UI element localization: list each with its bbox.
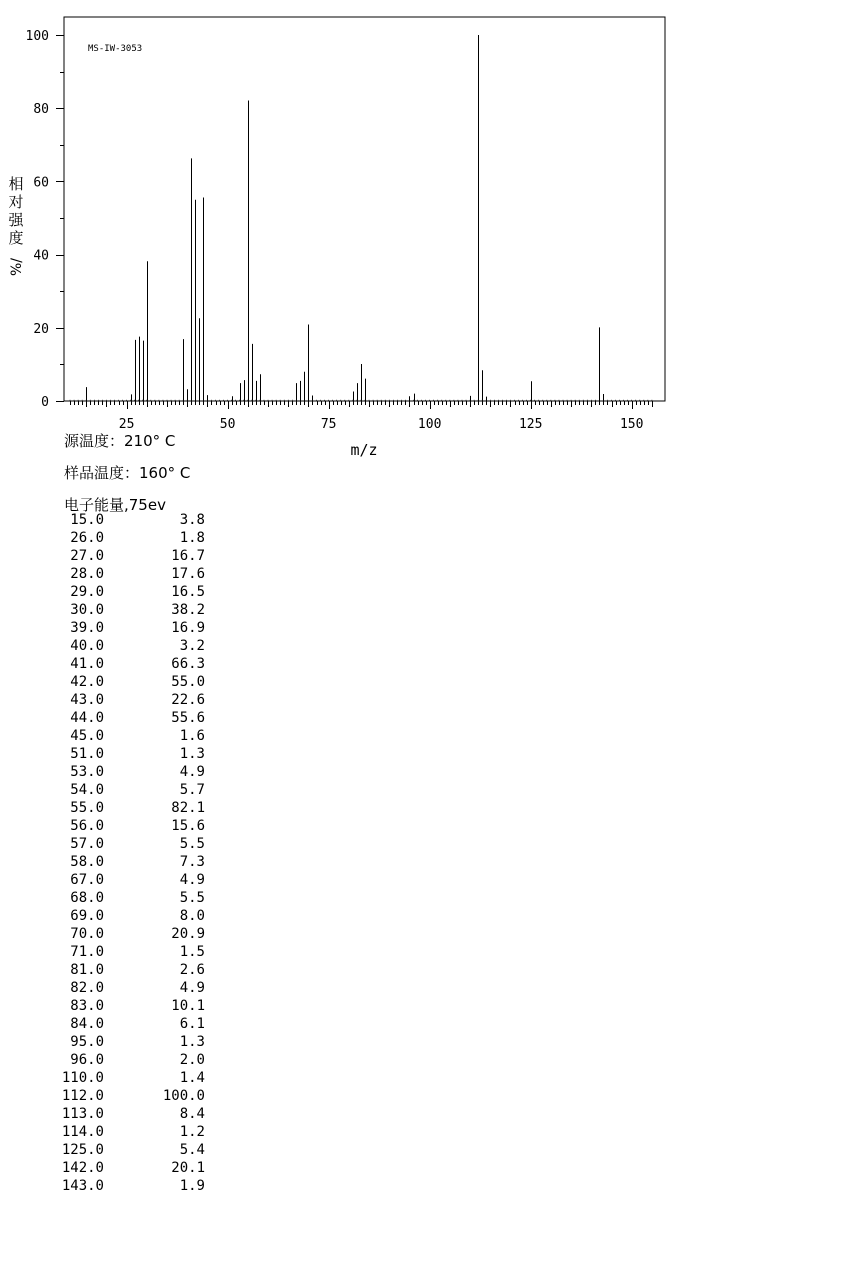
intensity-value: 7.3 [179, 854, 205, 870]
intensity-value: 1.2 [179, 1124, 205, 1140]
intensity-value: 66.3 [171, 656, 205, 672]
intensity-value: 1.4 [179, 1070, 205, 1086]
intensity-value: 20.1 [171, 1160, 205, 1176]
mz-value: 55.0 [70, 800, 104, 816]
mz-value: 83.0 [70, 998, 104, 1014]
mz-value: 142.0 [61, 1160, 104, 1176]
table-row [40, 745, 240, 763]
mz-value: 57.0 [70, 836, 104, 852]
source-temperature: 源温度：210° C [64, 432, 176, 450]
intensity-value: 4.9 [179, 872, 205, 888]
table-row [40, 907, 240, 925]
mz-value: 81.0 [70, 962, 104, 978]
intensity-value: 22.6 [171, 692, 205, 708]
x-axis [71, 401, 653, 432]
mz-value: 58.0 [70, 854, 104, 870]
table-row [40, 619, 240, 637]
intensity-value: 4.9 [179, 980, 205, 996]
intensity-value: 5.4 [179, 1142, 205, 1158]
table-row [40, 799, 240, 817]
mz-value: 28.0 [70, 566, 104, 582]
intensity-value: 82.1 [171, 800, 205, 816]
table-row [40, 547, 240, 565]
table-row [40, 925, 240, 943]
table-row [40, 727, 240, 745]
intensity-value: 55.6 [171, 710, 205, 726]
table-row [40, 817, 240, 835]
intensity-value: 5.5 [179, 890, 205, 906]
intensity-value: 1.6 [179, 728, 205, 744]
mz-value: 95.0 [70, 1034, 104, 1050]
table-row [40, 637, 240, 655]
mz-value: 82.0 [70, 980, 104, 996]
mz-value: 41.0 [70, 656, 104, 672]
mz-value: 45.0 [70, 728, 104, 744]
y-tick-label: 80 [33, 102, 49, 118]
intensity-value: 1.8 [179, 530, 205, 546]
table-row [40, 781, 240, 799]
intensity-value: 20.9 [171, 926, 205, 942]
mz-value: 69.0 [70, 908, 104, 924]
intensity-value: 16.7 [171, 548, 205, 564]
sample-temperature: 样品温度：160° C [64, 464, 191, 482]
mz-value: 29.0 [70, 584, 104, 600]
table-row [40, 691, 240, 709]
mz-value: 30.0 [70, 602, 104, 618]
mz-value: 26.0 [70, 530, 104, 546]
mz-value: 96.0 [70, 1052, 104, 1068]
mz-value: 143.0 [61, 1178, 104, 1194]
table-row [40, 1159, 240, 1177]
intensity-value: 16.9 [171, 620, 205, 636]
table-row [40, 853, 240, 871]
table-row [40, 1069, 240, 1087]
table-row [40, 1123, 240, 1141]
table-row [40, 871, 240, 889]
intensity-value: 10.1 [171, 998, 205, 1014]
table-row [40, 1177, 240, 1195]
x-tick-label: 125 [518, 417, 543, 432]
intensity-value: 1.5 [179, 944, 205, 960]
mz-value: 114.0 [61, 1124, 104, 1140]
mz-value: 53.0 [70, 764, 104, 780]
y-tick-label: 0 [41, 395, 49, 410]
mz-value: 125.0 [61, 1142, 104, 1158]
y-label-unit: %/ [9, 257, 25, 277]
table-row [40, 1015, 240, 1033]
intensity-value: 5.7 [179, 782, 205, 798]
intensity-value: 1.9 [179, 1178, 205, 1194]
x-tick-label: 150 [619, 417, 644, 432]
table-row [40, 709, 240, 727]
intensity-value: 4.9 [179, 764, 205, 780]
table-row [40, 655, 240, 673]
spectrum-id: MS-IW-3053 [88, 44, 143, 54]
table-row [40, 511, 240, 529]
mz-value: 84.0 [70, 1016, 104, 1032]
mz-value: 67.0 [70, 872, 104, 888]
intensity-value: 2.6 [179, 962, 205, 978]
table-row [40, 943, 240, 961]
y-axis [26, 29, 64, 410]
table-row [40, 673, 240, 691]
mz-value: 43.0 [70, 692, 104, 708]
table-row [40, 565, 240, 583]
y-tick-label: 60 [33, 175, 49, 191]
intensity-value: 15.6 [171, 818, 205, 834]
y-tick-label: 20 [33, 321, 49, 337]
intensity-value: 1.3 [179, 1034, 205, 1050]
table-row [40, 997, 240, 1015]
mz-value: 42.0 [70, 674, 104, 690]
intensity-value: 3.2 [179, 638, 205, 654]
mz-value: 44.0 [70, 710, 104, 726]
spectrum-bars [87, 35, 604, 401]
mz-value: 27.0 [70, 548, 104, 564]
table-row [40, 763, 240, 781]
mz-value: 40.0 [70, 638, 104, 654]
electron-energy: 电子能量,75ev [64, 496, 166, 514]
intensity-value: 17.6 [171, 566, 205, 582]
y-tick-label: 40 [33, 248, 49, 264]
table-row [40, 1033, 240, 1051]
table-row [40, 889, 240, 907]
table-row [40, 1051, 240, 1069]
mz-value: 56.0 [70, 818, 104, 834]
intensity-value: 6.1 [179, 1016, 205, 1032]
intensity-value: 8.0 [179, 908, 205, 924]
table-row [40, 601, 240, 619]
mz-value: 54.0 [70, 782, 104, 798]
intensity-value: 3.8 [179, 512, 205, 528]
table-row [40, 583, 240, 601]
y-label-char: 度 [8, 229, 24, 247]
mz-value: 39.0 [70, 620, 104, 636]
x-tick-label: 50 [219, 417, 236, 432]
intensity-value: 38.2 [171, 602, 205, 618]
table-row [40, 835, 240, 853]
intensity-value: 5.5 [179, 836, 205, 852]
mz-value: 113.0 [61, 1106, 104, 1122]
y-label-char: 相 [8, 175, 24, 193]
table-row [40, 1087, 240, 1105]
y-axis-label [8, 175, 25, 276]
table-row [40, 1105, 240, 1123]
intensity-value: 100.0 [162, 1088, 205, 1104]
intensity-value: 16.5 [171, 584, 205, 600]
x-axis-label: m/z [350, 441, 378, 459]
mass-spectrum-chart [0, 0, 850, 470]
table-row [40, 529, 240, 547]
mz-value: 71.0 [70, 944, 104, 960]
mz-value: 70.0 [70, 926, 104, 942]
intensity-value: 1.3 [179, 746, 205, 762]
x-tick-label: 25 [118, 417, 135, 432]
mz-value: 68.0 [70, 890, 104, 906]
mz-value: 51.0 [70, 746, 104, 762]
y-label-char: 强 [8, 211, 24, 229]
y-tick-label: 100 [25, 29, 49, 44]
intensity-value: 55.0 [171, 674, 205, 690]
mz-value: 112.0 [61, 1088, 104, 1104]
table-row [40, 1141, 240, 1159]
mz-value: 110.0 [61, 1070, 104, 1086]
table-row [40, 979, 240, 997]
peak-table [40, 511, 240, 1195]
mz-value: 15.0 [70, 512, 104, 528]
y-label-char: 对 [8, 193, 24, 211]
table-row [40, 961, 240, 979]
plot-frame [64, 17, 665, 401]
x-tick-label: 75 [320, 417, 337, 432]
intensity-value: 8.4 [179, 1106, 205, 1122]
x-tick-label: 100 [417, 417, 442, 432]
intensity-value: 2.0 [179, 1052, 205, 1068]
